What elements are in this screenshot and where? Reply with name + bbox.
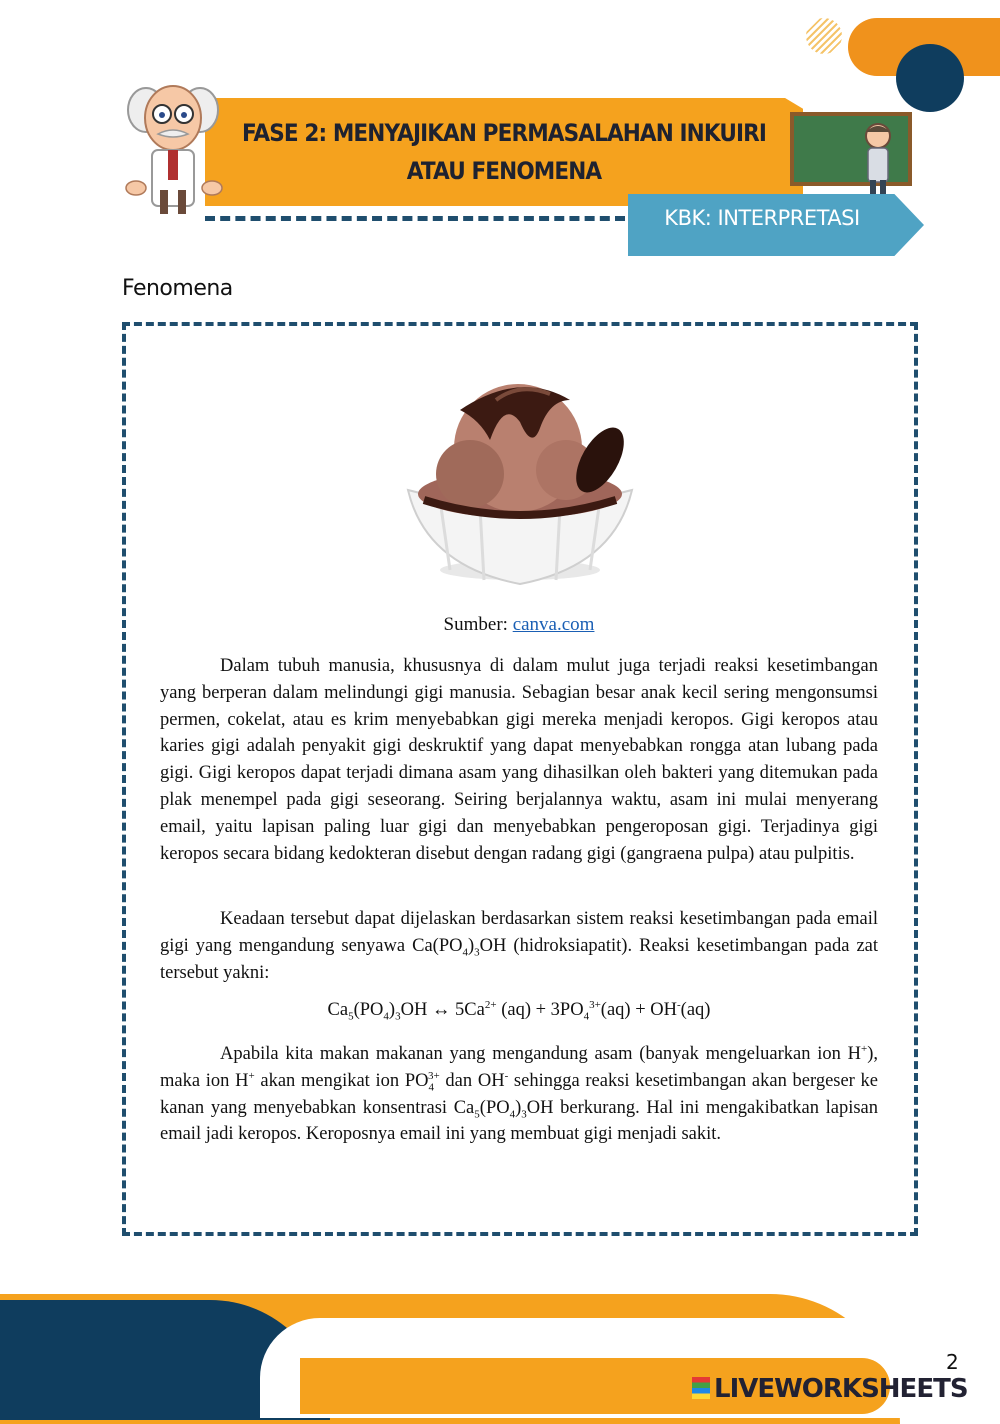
equilibrium-equation xyxy=(160,1000,878,1021)
eq-run: (aq) + 3PO xyxy=(496,1000,584,1020)
chocolate-ice-cream-image xyxy=(400,370,640,592)
superscript: - xyxy=(504,1069,509,1082)
eq-sub: 4 xyxy=(583,1010,590,1023)
section-title: Fenomena xyxy=(122,276,233,301)
page-title-line-2: ATAU FENOMENA xyxy=(406,157,602,185)
text-run: dan OH xyxy=(439,1070,505,1091)
liveworksheets-logo[interactable] xyxy=(692,1374,968,1404)
subscript: 3 xyxy=(521,1108,527,1121)
superscript: 3+ xyxy=(428,1069,440,1082)
text-run: Keadaan tersebut dapat dijelaskan berdasarkan sistem reaksi kesetimbangan pada email gigi yang mengandung senyawa Ca(PO xyxy=(160,909,878,956)
eq-run: Ca xyxy=(327,1000,349,1020)
text-run: (PO xyxy=(479,1097,510,1118)
liveworksheets-brand: LIVEWORKSHEETS xyxy=(714,1374,968,1404)
eq-sup: 2+ xyxy=(484,998,497,1011)
scientist-mascot-illustration xyxy=(118,70,228,218)
eq-sub: 3 xyxy=(395,1010,401,1023)
eq-run: OH ↔ 5Ca xyxy=(400,1000,485,1020)
superscript: + xyxy=(860,1042,868,1055)
eq-sup: - xyxy=(676,998,681,1011)
paragraph-3 xyxy=(160,1041,878,1148)
subscript: 3 xyxy=(474,946,480,959)
decorative-striped-circle xyxy=(806,18,842,54)
text-run: ), maka ion H xyxy=(160,1044,878,1091)
paragraph-1 xyxy=(160,653,878,867)
image-caption xyxy=(160,614,878,636)
paragraph-2 xyxy=(160,906,878,986)
eq-run: (aq) xyxy=(680,1000,711,1020)
text-run: ) xyxy=(467,935,475,956)
eq-sub: 4 xyxy=(383,1010,389,1023)
superscript: + xyxy=(248,1069,255,1082)
caption-source-link[interactable]: canva.com xyxy=(512,614,595,635)
paragraph-1-text: Dalam tubuh manusia, khususnya di dalam mulut juga terjadi reaksi kesetimbangan yang berperan dalam melindungi gigi manusia. Sebagian besar anak kecil sering mengonsumsi permen, cokelat, atau es krim menyebabkan gigi mereka menjadi keropos. Gigi keropos atau karies gigi adalah penyakit gigi deskruktif yang dapat menyebabkan rongga atan lubang pada gigi. Gigi keropos dapat terjadi dimana asam yang dihasilkan oleh bakteri yang ditemukan pada plak menempel pada gigi seseorang. Seiring berjalannya waktu, asam ini mulai menyerang email, yaitu lapisan paling luar gigi dan menyebabkan pengeroposan gigi. Terjadinya gigi keropos secara bidang kedokteran disebut dengan radang gigi (gangraena pulpa) atau pulpitis. xyxy=(160,656,878,864)
header-dashed-divider xyxy=(205,216,625,221)
eq-run: ) xyxy=(388,1000,396,1020)
text-run: Apabila kita makan makanan yang mengandung asam (banyak mengeluarkan ion H xyxy=(220,1044,861,1064)
text-run: sehingga reaksi kesetimbangan akan bergeser ke kanan yang menyebabkan konsentrasi Ca xyxy=(160,1070,879,1118)
text-run: OH berkurang. Hal ini mengakibatkan lapisan email jadi keropos. Keroposnya email ini yang membuat gigi menjadi sakit. xyxy=(160,1097,878,1145)
liveworksheets-icon xyxy=(692,1377,710,1399)
page-title-line-1: FASE 2: MENYAJIKAN PERMASALAHAN INKUIRI xyxy=(242,119,766,147)
eq-run: (PO xyxy=(353,1000,384,1020)
kbk-label: KBK: INTERPRETASI xyxy=(664,206,860,230)
eq-sub: 5 xyxy=(348,1010,354,1023)
text-run: ) xyxy=(515,1097,522,1118)
text-run: OH (hidroksiapatit). Reaksi kesetimbangan pada zat tersebut yakni: xyxy=(160,935,879,983)
subscript: 4 xyxy=(462,946,468,959)
subscript: 4 xyxy=(509,1108,516,1121)
eq-run: (aq) + OH xyxy=(600,1000,677,1020)
eq-sup: 3+ xyxy=(589,998,601,1011)
page-title xyxy=(235,114,773,190)
text-run: akan mengikat ion PO xyxy=(254,1070,429,1091)
subscript: 4 xyxy=(428,1081,435,1094)
caption-prefix: Sumber: xyxy=(443,614,513,635)
teacher-icon xyxy=(852,120,904,196)
decorative-navy-circle xyxy=(896,44,964,112)
subscript: 5 xyxy=(474,1108,480,1121)
page-number: 2 xyxy=(946,1350,959,1374)
